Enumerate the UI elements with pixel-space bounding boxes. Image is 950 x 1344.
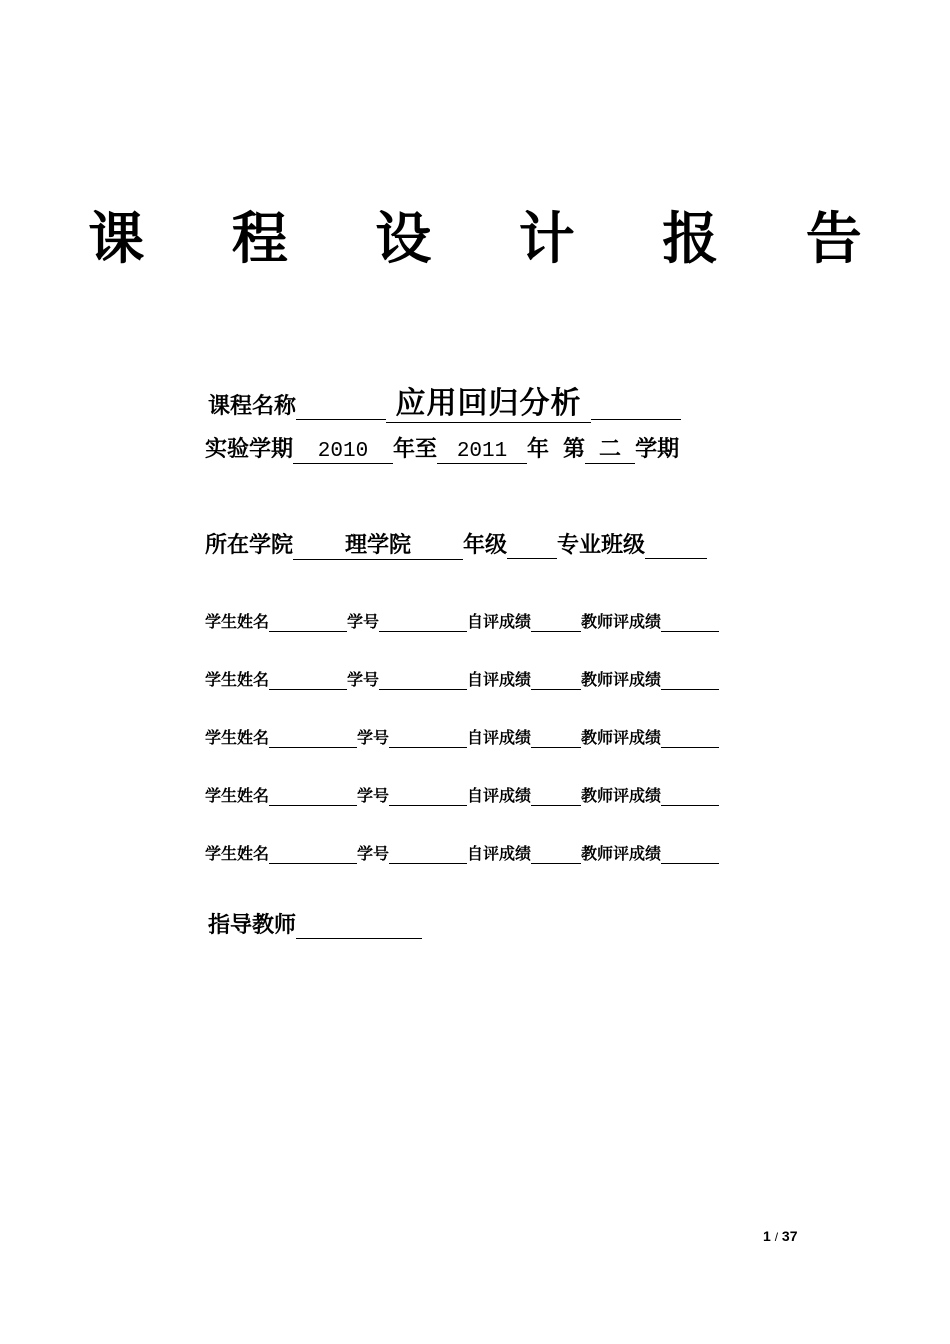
- college-value: 理学院: [293, 528, 463, 560]
- year-label: 年: [527, 437, 550, 462]
- teacher-grade-blank: [661, 844, 719, 864]
- start-year-value: 2010: [293, 440, 393, 464]
- student-name-label: 学生姓名: [205, 670, 270, 689]
- student-id-label: 学号: [357, 728, 390, 747]
- semester-row: [205, 432, 679, 464]
- di-label: 第: [563, 437, 586, 462]
- teacher-grade-label: 教师评成绩: [581, 844, 662, 863]
- advisor-blank: [296, 913, 422, 939]
- page-separator: /: [774, 1230, 779, 1244]
- student-row-3: [205, 725, 719, 748]
- student-name-blank: [269, 612, 347, 632]
- grade-label: 年级: [463, 533, 508, 558]
- term-suffix-label: 学期: [635, 437, 680, 462]
- self-grade-blank: [531, 670, 581, 690]
- course-name-label: 课程名称: [208, 394, 297, 419]
- college-row: [205, 528, 707, 560]
- student-name-label: 学生姓名: [205, 844, 270, 863]
- self-grade-blank: [531, 728, 581, 748]
- student-row-5: [205, 841, 719, 864]
- student-row-1: [205, 609, 719, 632]
- student-id-label: 学号: [347, 670, 380, 689]
- student-id-blank: [379, 670, 467, 690]
- student-name-label: 学生姓名: [205, 786, 270, 805]
- student-id-blank: [379, 612, 467, 632]
- course-name-row: [208, 378, 681, 423]
- teacher-grade-blank: [661, 786, 719, 806]
- end-year-value: 2011: [437, 440, 527, 464]
- teacher-grade-label: 教师评成绩: [581, 612, 662, 631]
- student-id-blank: [389, 786, 467, 806]
- student-name-label: 学生姓名: [205, 612, 270, 631]
- term-value: 二: [585, 432, 635, 464]
- student-name-blank: [269, 844, 357, 864]
- student-name-blank: [269, 786, 357, 806]
- student-id-label: 学号: [347, 612, 380, 631]
- semester-label: 实验学期: [205, 437, 294, 462]
- teacher-grade-label: 教师评成绩: [581, 728, 662, 747]
- self-grade-label: 自评成绩: [467, 670, 532, 689]
- course-name-blank-right: [591, 394, 681, 420]
- student-name-label: 学生姓名: [205, 728, 270, 747]
- self-grade-label: 自评成绩: [467, 612, 532, 631]
- class-label: 专业班级: [557, 533, 646, 558]
- self-grade-label: 自评成绩: [467, 728, 532, 747]
- self-grade-label: 自评成绩: [467, 786, 532, 805]
- teacher-grade-blank: [661, 728, 719, 748]
- teacher-grade-blank: [661, 670, 719, 690]
- teacher-grade-blank: [661, 612, 719, 632]
- teacher-grade-label: 教师评成绩: [581, 786, 662, 805]
- student-id-blank: [389, 728, 467, 748]
- student-id-label: 学号: [357, 844, 390, 863]
- student-id-blank: [389, 844, 467, 864]
- class-blank: [645, 533, 707, 559]
- student-row-4: [205, 783, 719, 806]
- college-label: 所在学院: [205, 533, 294, 558]
- self-grade-blank: [531, 786, 581, 806]
- page-current: 1: [763, 1228, 771, 1244]
- page-number: [763, 1228, 798, 1244]
- student-name-blank: [269, 670, 347, 690]
- advisor-row: [208, 908, 422, 939]
- student-name-blank: [269, 728, 357, 748]
- grade-blank: [507, 533, 557, 559]
- page-total: 37: [781, 1228, 798, 1244]
- year-to-label: 年至: [393, 437, 438, 462]
- self-grade-label: 自评成绩: [467, 844, 532, 863]
- course-name-value: 应用回归分析: [386, 378, 591, 423]
- student-id-label: 学号: [357, 786, 390, 805]
- report-title: 课 程 设 计 报 告: [88, 207, 896, 272]
- course-name-blank-left: [296, 394, 386, 420]
- student-row-2: [205, 667, 719, 690]
- teacher-grade-label: 教师评成绩: [581, 670, 662, 689]
- self-grade-blank: [531, 612, 581, 632]
- self-grade-blank: [531, 844, 581, 864]
- advisor-label: 指导教师: [208, 913, 297, 938]
